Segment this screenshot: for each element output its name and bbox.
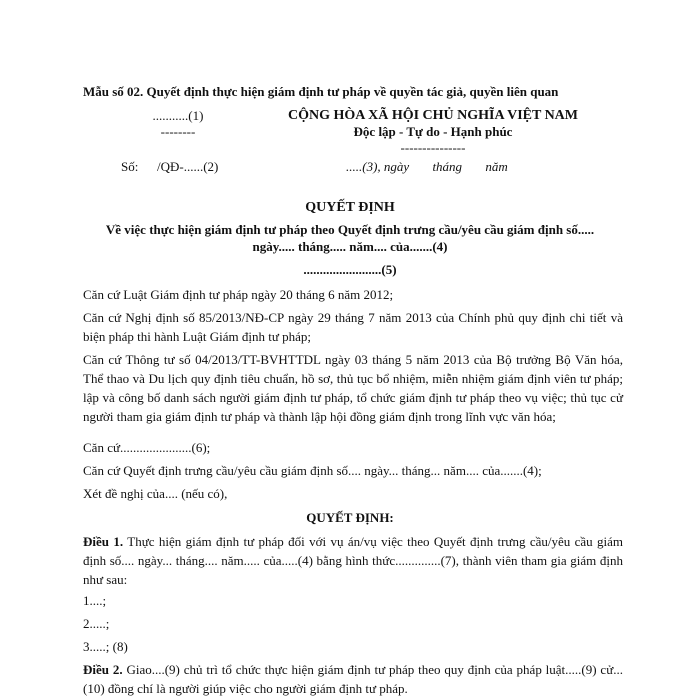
article-1-label: Điều 1. bbox=[83, 534, 124, 549]
agency-dashes: -------- bbox=[160, 124, 196, 139]
place-date-month: tháng bbox=[432, 159, 463, 174]
member-3: 3.....; (8) bbox=[83, 639, 128, 654]
document-number: /QĐ-......(2) bbox=[157, 159, 219, 174]
basis-proposal: Xét đề nghị của.... (nếu có), bbox=[83, 486, 228, 501]
place-date-year: năm bbox=[485, 159, 508, 174]
basis-law: Căn cứ Luật Giám định tư pháp ngày 20 tháng 6 năm 2012; bbox=[83, 287, 394, 302]
member-1: 1....; bbox=[83, 593, 107, 608]
place-date-day: .....(3), ngày bbox=[346, 159, 410, 174]
national-motto: Độc lập - Tự do - Hạnh phúc bbox=[353, 124, 513, 139]
agency-placeholder: ...........(1) bbox=[152, 108, 204, 123]
document-number-label: Số: bbox=[121, 159, 139, 174]
form-title: Mẫu số 02. Quyết định thực hiện giám định tư pháp về quyền tác giả, quyền liên quan bbox=[83, 84, 559, 99]
basis-circular: Căn cứ Thông tư số 04/2013/TT-BVHTTDL ngày 03 tháng 5 năm 2013 của Bộ trưởng Bộ Văn hóa, Thể thao và Du lịch quy định tiêu chuẩn, hồ sơ, thủ tục bổ nhiệm, miễn nhiệm giám định viên tư pháp; lập và công bố danh sách người giám định tư pháp, tổ chức giám định tư pháp theo vụ việc; thủ tục cử người tham gia giám định tư pháp và thành lập hội đồng giám định trong lĩnh vực văn hóa; bbox=[83, 352, 623, 424]
country-name: CỘNG HÒA XÃ HỘI CHỦ NGHĨA VIỆT NAM bbox=[287, 108, 578, 123]
decision-heading: QUYẾT ĐỊNH: bbox=[306, 510, 394, 525]
motto-dashes: --------------- bbox=[400, 140, 466, 155]
article-2-text: Giao....(9) chủ trì tổ chức thực hiện giám định tư pháp theo quy định của pháp luật.....(9) cử...(10) đồng chí là người giúp việc cho người giám định tư pháp. bbox=[83, 662, 623, 696]
place-date bbox=[346, 159, 508, 175]
basis-request-decision: Căn cứ Quyết định trưng cầu/yêu cầu giám định số.... ngày... tháng... năm.... của.......(4); bbox=[83, 463, 542, 478]
decision-subject-line2: ngày..... tháng..... năm.... của.......(4) bbox=[252, 239, 448, 254]
article-1-text: Thực hiện giám định tư pháp đối với vụ án/vụ việc theo Quyết định trưng cầu/yêu cầu giám định số.... ngày... tháng.... năm..... của.....(4) bằng hình thức..............(7), thành viên tham gia giám định như sau: bbox=[83, 534, 624, 587]
decision-title: QUYẾT ĐỊNH bbox=[305, 200, 395, 215]
article-1 bbox=[83, 532, 623, 589]
issuing-authority: ........................(5) bbox=[303, 262, 397, 277]
decision-subject-line1: Về việc thực hiện giám định tư pháp theo Quyết định trưng cầu/yêu cầu giám định số..... bbox=[105, 222, 595, 237]
basis-decree: Căn cứ Nghị định số 85/2013/NĐ-CP ngày 29 tháng 7 năm 2013 của Chính phủ quy định chi tiết và biện pháp thi hành Luật Giám định tư pháp; bbox=[83, 310, 623, 344]
article-2 bbox=[83, 660, 623, 698]
member-2: 2.....; bbox=[83, 616, 110, 631]
article-2-label: Điều 2. bbox=[83, 662, 123, 677]
basis-other: Căn cứ......................(6); bbox=[83, 440, 211, 455]
